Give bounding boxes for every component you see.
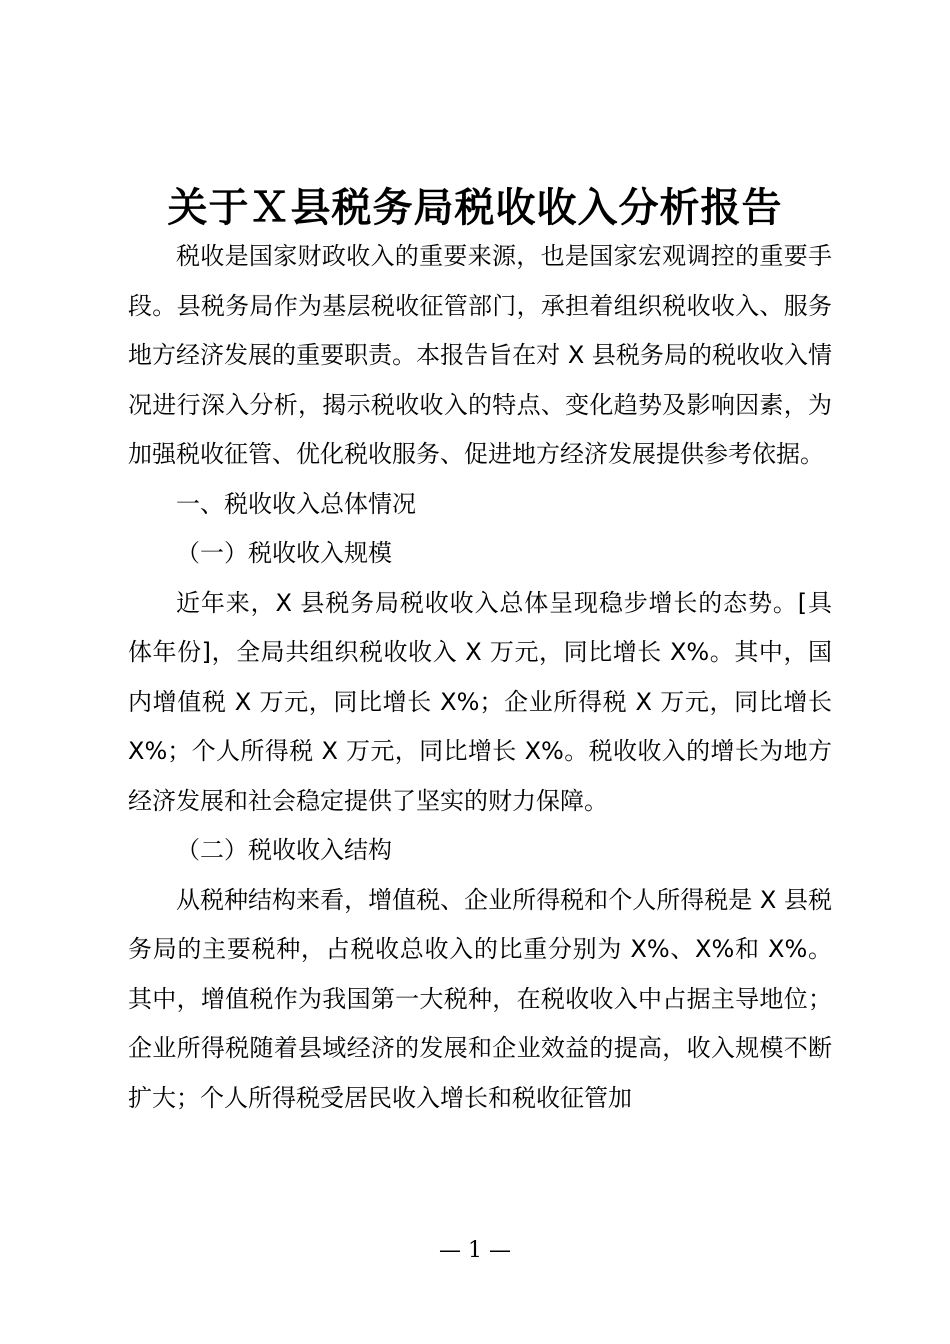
section-heading-1: 一、税收收入总体情况 — [176, 489, 416, 518]
document-title: 关于Ｘ县税务局税收收入分析报告 — [167, 184, 783, 231]
subsection-heading-1: （一）税收收入规模 — [176, 539, 392, 567]
revenue-scale-paragraph: 近年来，X 县税务局税收收入总体呈现稳步增长的态势。[具体年份]，全局共组织税收收入 X 万元，同比增长 X%。其中，国内增值税 X 万元，同比增长 X%；企业所得税 X 万元，同比增长 X%；个人所得税 X 万元，同比增长 X%。税收收入的增长为地方经济发展和社会稳定提供了坚实的财力保障。 — [128, 588, 832, 815]
document-body — [128, 232, 832, 1123]
revenue-structure-paragraph: 从税种结构来看，增值税、企业所得税和个人所得税是 X 县税务局的主要税种，占税收总收入的比重分别为 X%、X%和 X%。其中，增值税作为我国第一大税种，在税收收入中占据主导地位；企业所得税随着县域经济的发展和企业效益的提高，收入规模不断扩大；个人所得税受居民收入增长和税收征管加 — [128, 885, 832, 1112]
intro-paragraph: 税收是国家财政收入的重要来源，也是国家宏观调控的重要手段。县税务局作为基层税收征管部门，承担着组织税收收入、服务地方经济发展的重要职责。本报告旨在对 X 县税务局的税收收入情况进行深入分析，揭示税收收入的特点、变化趋势及影响因素，为加强税收征管、优化税收服务、促进地方经济发展提供参考依据。 — [128, 242, 832, 468]
subsection-heading-2: （二）税收收入结构 — [176, 836, 392, 864]
page-number: — 1 — — [439, 1238, 511, 1263]
